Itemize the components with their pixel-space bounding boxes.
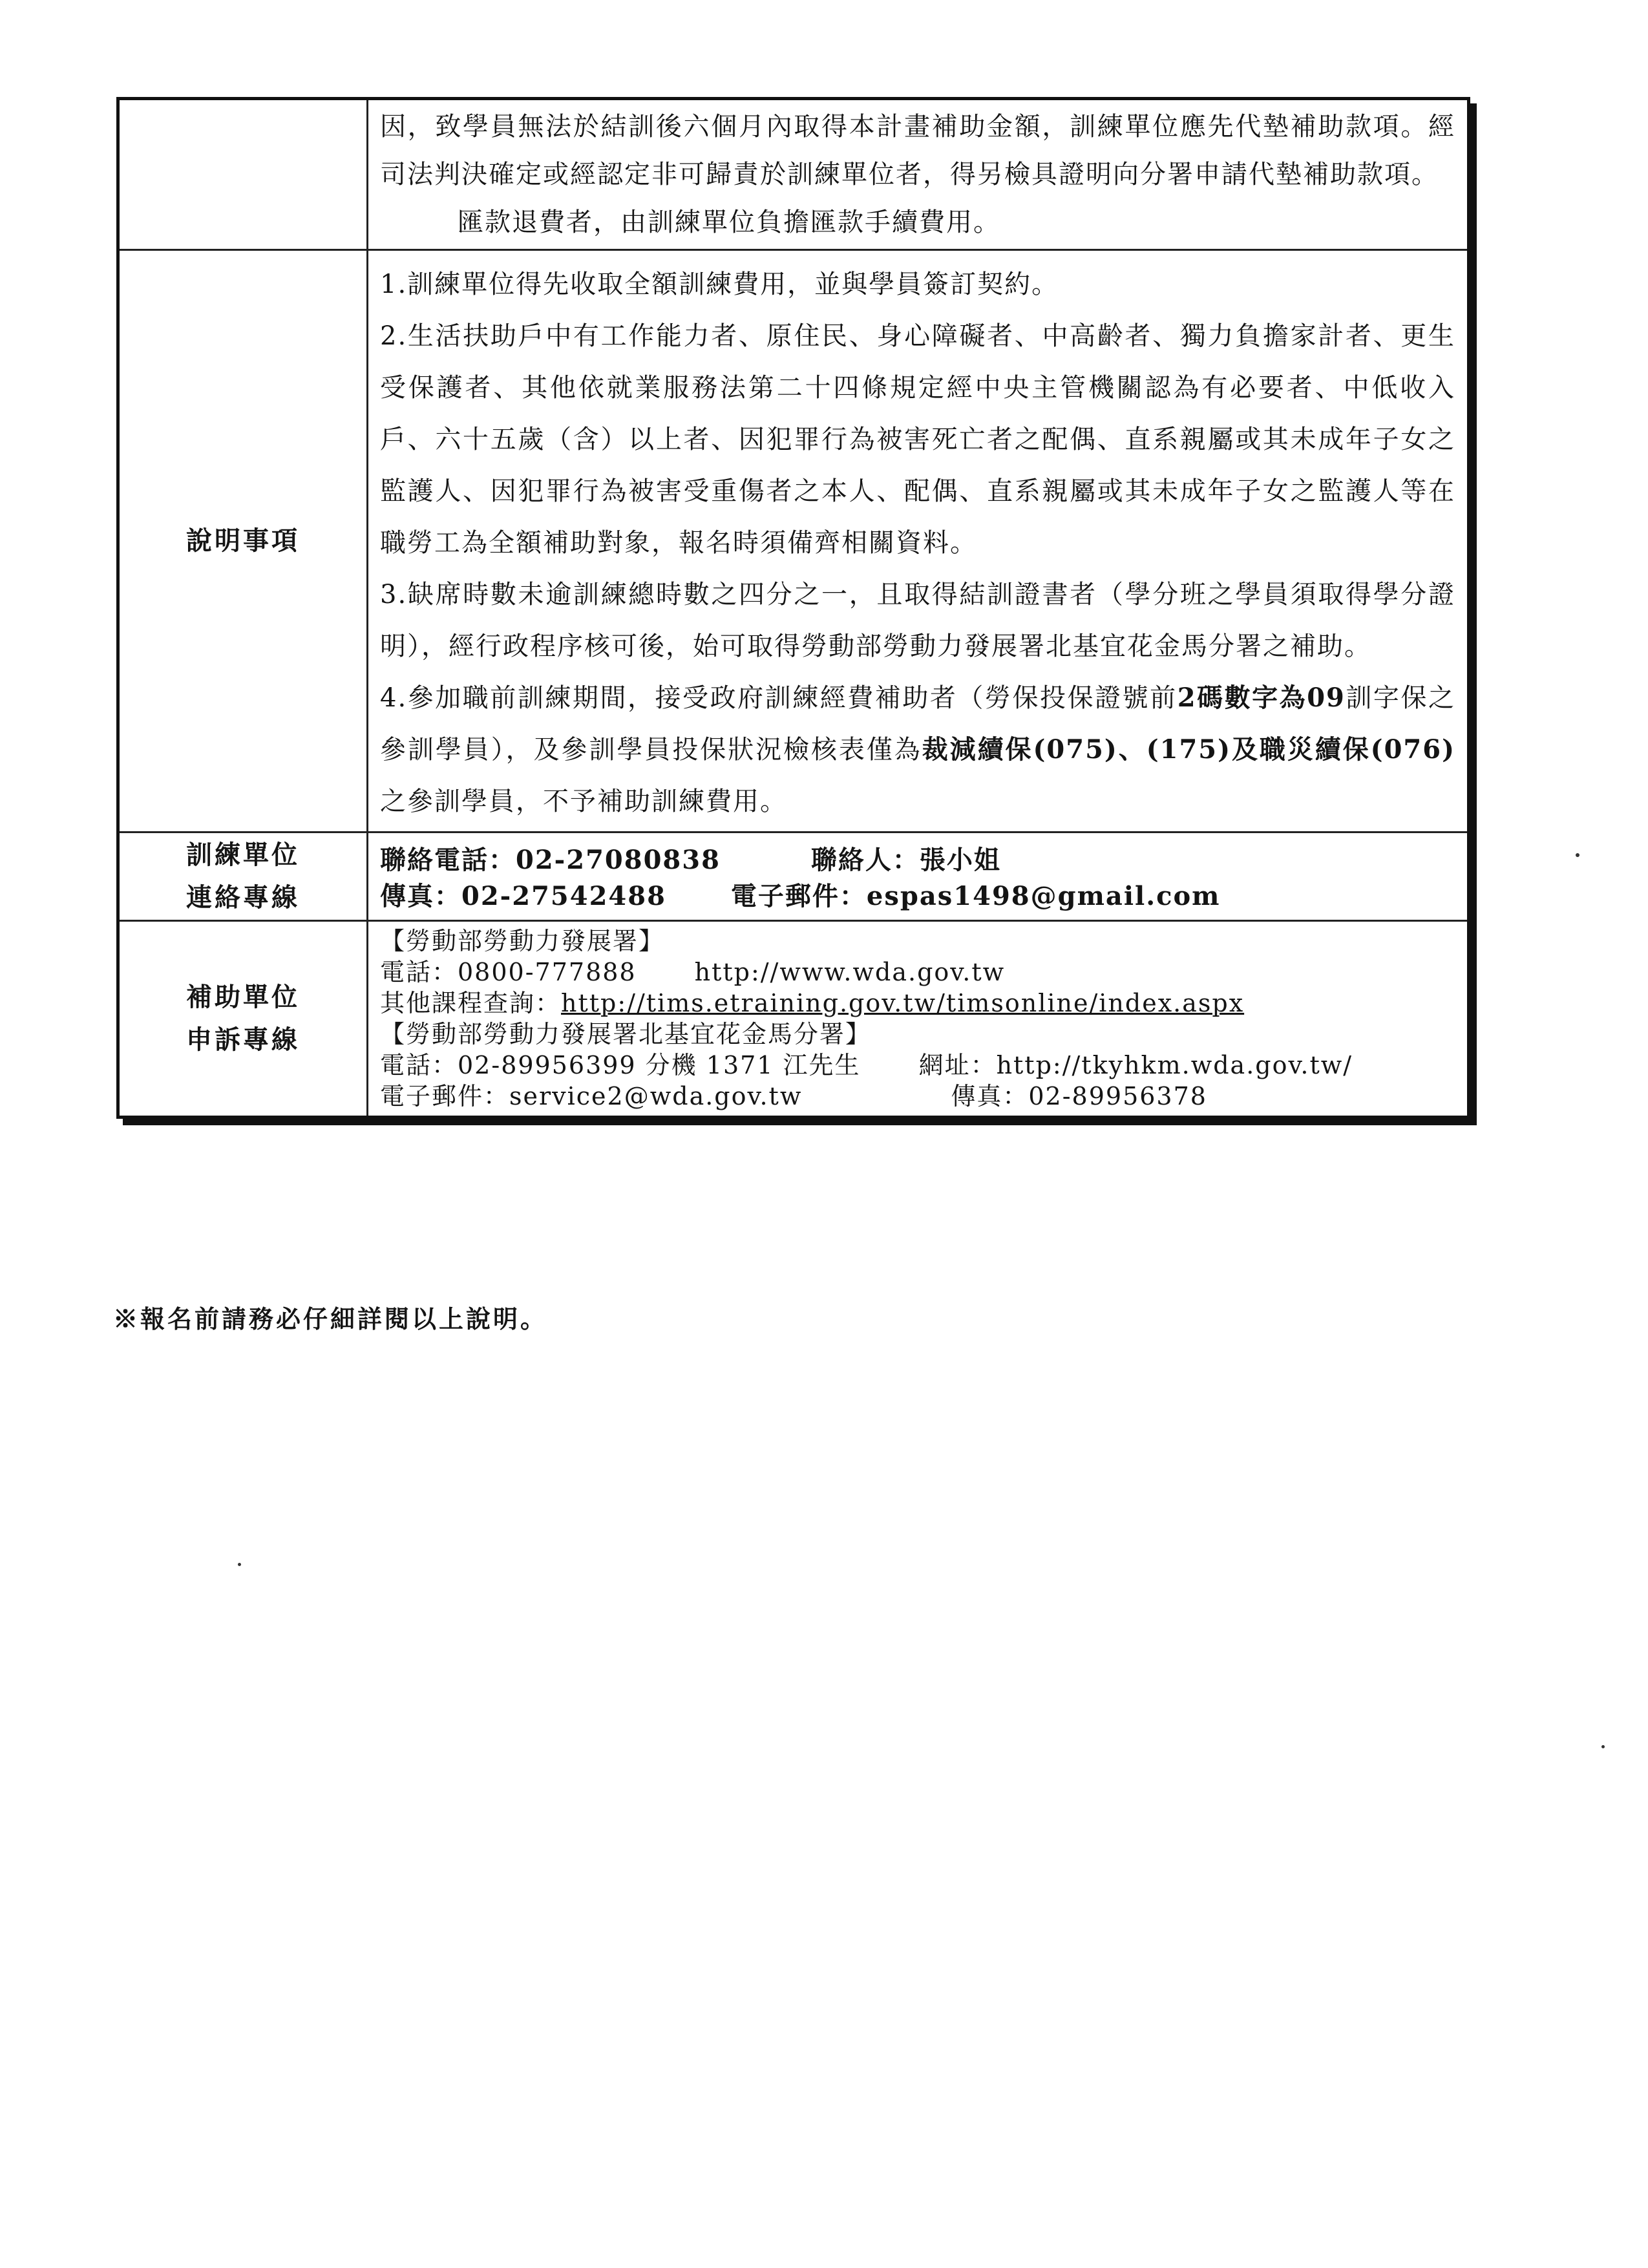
subsidy-unit-row <box>118 921 1469 1118</box>
notes-item-4-part-a: 4.參加職前訓練期間，接受政府訓練經費補助者（勞保投保證號前 <box>380 683 1178 713</box>
other-courses-link[interactable]: http://tims.etraining.gov.tw/timsonline/index.aspx <box>561 989 1245 1017</box>
notes-item-4 <box>380 672 1455 827</box>
training-unit-row <box>118 832 1469 921</box>
refund-paragraph-2: 匯款退費者，由訓練單位負擔匯款手續費用。 <box>458 207 1000 237</box>
footnote: ※報名前請務必仔細詳閱以上說明。 <box>113 1304 548 1333</box>
notes-item-4-part-d: 裁減續保(075)、(175)及職災續保(076) <box>922 734 1456 765</box>
notes-item-1: 1.訓練單位得先收取全額訓練費用，並與學員簽訂契約。 <box>380 270 1059 299</box>
notes-item-4-part-e: 之參訓學員，不予補助訓練費用。 <box>380 787 787 816</box>
refund-paragraph-1: 因，致學員無法於結訓後六個月內取得本計畫補助金額，訓練單位應先代墊補助款項。經司法判決確定或經認定非可歸責於訓練單位者，得另檢具證明向分署申請代墊補助款項。 <box>380 112 1455 189</box>
training-unit-line-1 <box>380 842 1455 878</box>
scan-speck <box>1601 1745 1605 1748</box>
notes-item-4-part-c: 訓字保之參訓學員），及參訓學員投保狀況檢核表僅為 <box>380 683 1455 765</box>
subsidy-unit-label-line-2: 申訴專線 <box>186 1024 300 1055</box>
scan-speck <box>238 1563 241 1566</box>
training-unit-content <box>368 832 1469 921</box>
agency-1-url[interactable]: http://www.wda.gov.tw <box>694 958 1006 986</box>
notes-item-4-part-b: 2碼數字為09 <box>1177 683 1346 713</box>
subsidy-unit-label-line-1: 補助單位 <box>186 982 300 1012</box>
agency-2-phone-line <box>380 1050 1455 1081</box>
notes-item-3: 3.缺席時數未逾訓練總時數之四分之一，且取得結訓證書者（學分班之學員須取得學分證明），經行政程序核可後，始可取得勞動部勞動力發展署北基宜花金馬分署之補助。 <box>380 580 1455 661</box>
agency-1-title: 【勞動部勞動力發展署】 <box>380 927 665 955</box>
training-unit-fax: 傳真：02-27542488 <box>380 881 666 911</box>
agency-2-phone: 電話：02-89956399 分機 1371 江先生 <box>380 1051 861 1079</box>
scan-speck <box>1576 853 1579 857</box>
agency-1-contact-line <box>380 957 1455 988</box>
agency-2-website[interactable]: 網址：http://tkyhkm.wda.gov.tw/ <box>918 1051 1353 1079</box>
training-unit-contact-person: 聯絡人：張小姐 <box>810 845 1001 875</box>
training-unit-line-2 <box>380 878 1455 915</box>
agency-2-email[interactable]: 電子郵件：service2@wda.gov.tw <box>380 1082 803 1110</box>
other-courses-line <box>380 988 1455 1019</box>
notes-item-2: 2.生活扶助戶中有工作能力者、原住民、身心障礙者、中高齡者、獨力負擔家計者、更生受保護者、其他依就業服務法第二十四條規定經中央主管機關認為有必要者、中低收入戶、六十五歲（含）以上者、因犯罪行為被害死亡者之配偶、直系親屬或其未成年子女之監護人、因犯罪行為被害受重傷者之本人、配偶、直系親屬或其未成年子女之監護人等在職勞工為全額補助對象，報名時須備齊相關資料。 <box>380 321 1455 558</box>
agency-1-phone: 電話：0800-777888 <box>380 958 637 986</box>
subsidy-unit-content <box>368 921 1469 1118</box>
training-unit-phone: 聯絡電話：02-27080838 <box>380 845 721 875</box>
course-info-table <box>116 97 1470 1119</box>
other-courses-label: 其他課程查詢： <box>380 989 562 1017</box>
agency-2-title: 【勞動部勞動力發展署北基宜花金馬分署】 <box>380 1020 872 1048</box>
agency-2-email-line <box>380 1081 1455 1112</box>
training-unit-email: 電子郵件：espas1498@gmail.com <box>730 881 1221 911</box>
notes-row <box>118 250 1469 832</box>
training-unit-label <box>118 832 368 921</box>
training-unit-label-line-1: 訓練單位 <box>186 840 300 870</box>
subsidy-unit-label <box>118 921 368 1118</box>
notes-content-cell <box>368 250 1469 832</box>
refund-row <box>118 99 1469 250</box>
refund-content-cell <box>368 99 1469 250</box>
refund-label-cell <box>118 99 368 250</box>
agency-2-fax: 傳真：02-89956378 <box>951 1082 1207 1110</box>
notes-label: 說明事項 <box>118 250 368 832</box>
training-unit-label-line-2: 連絡專線 <box>186 882 300 913</box>
